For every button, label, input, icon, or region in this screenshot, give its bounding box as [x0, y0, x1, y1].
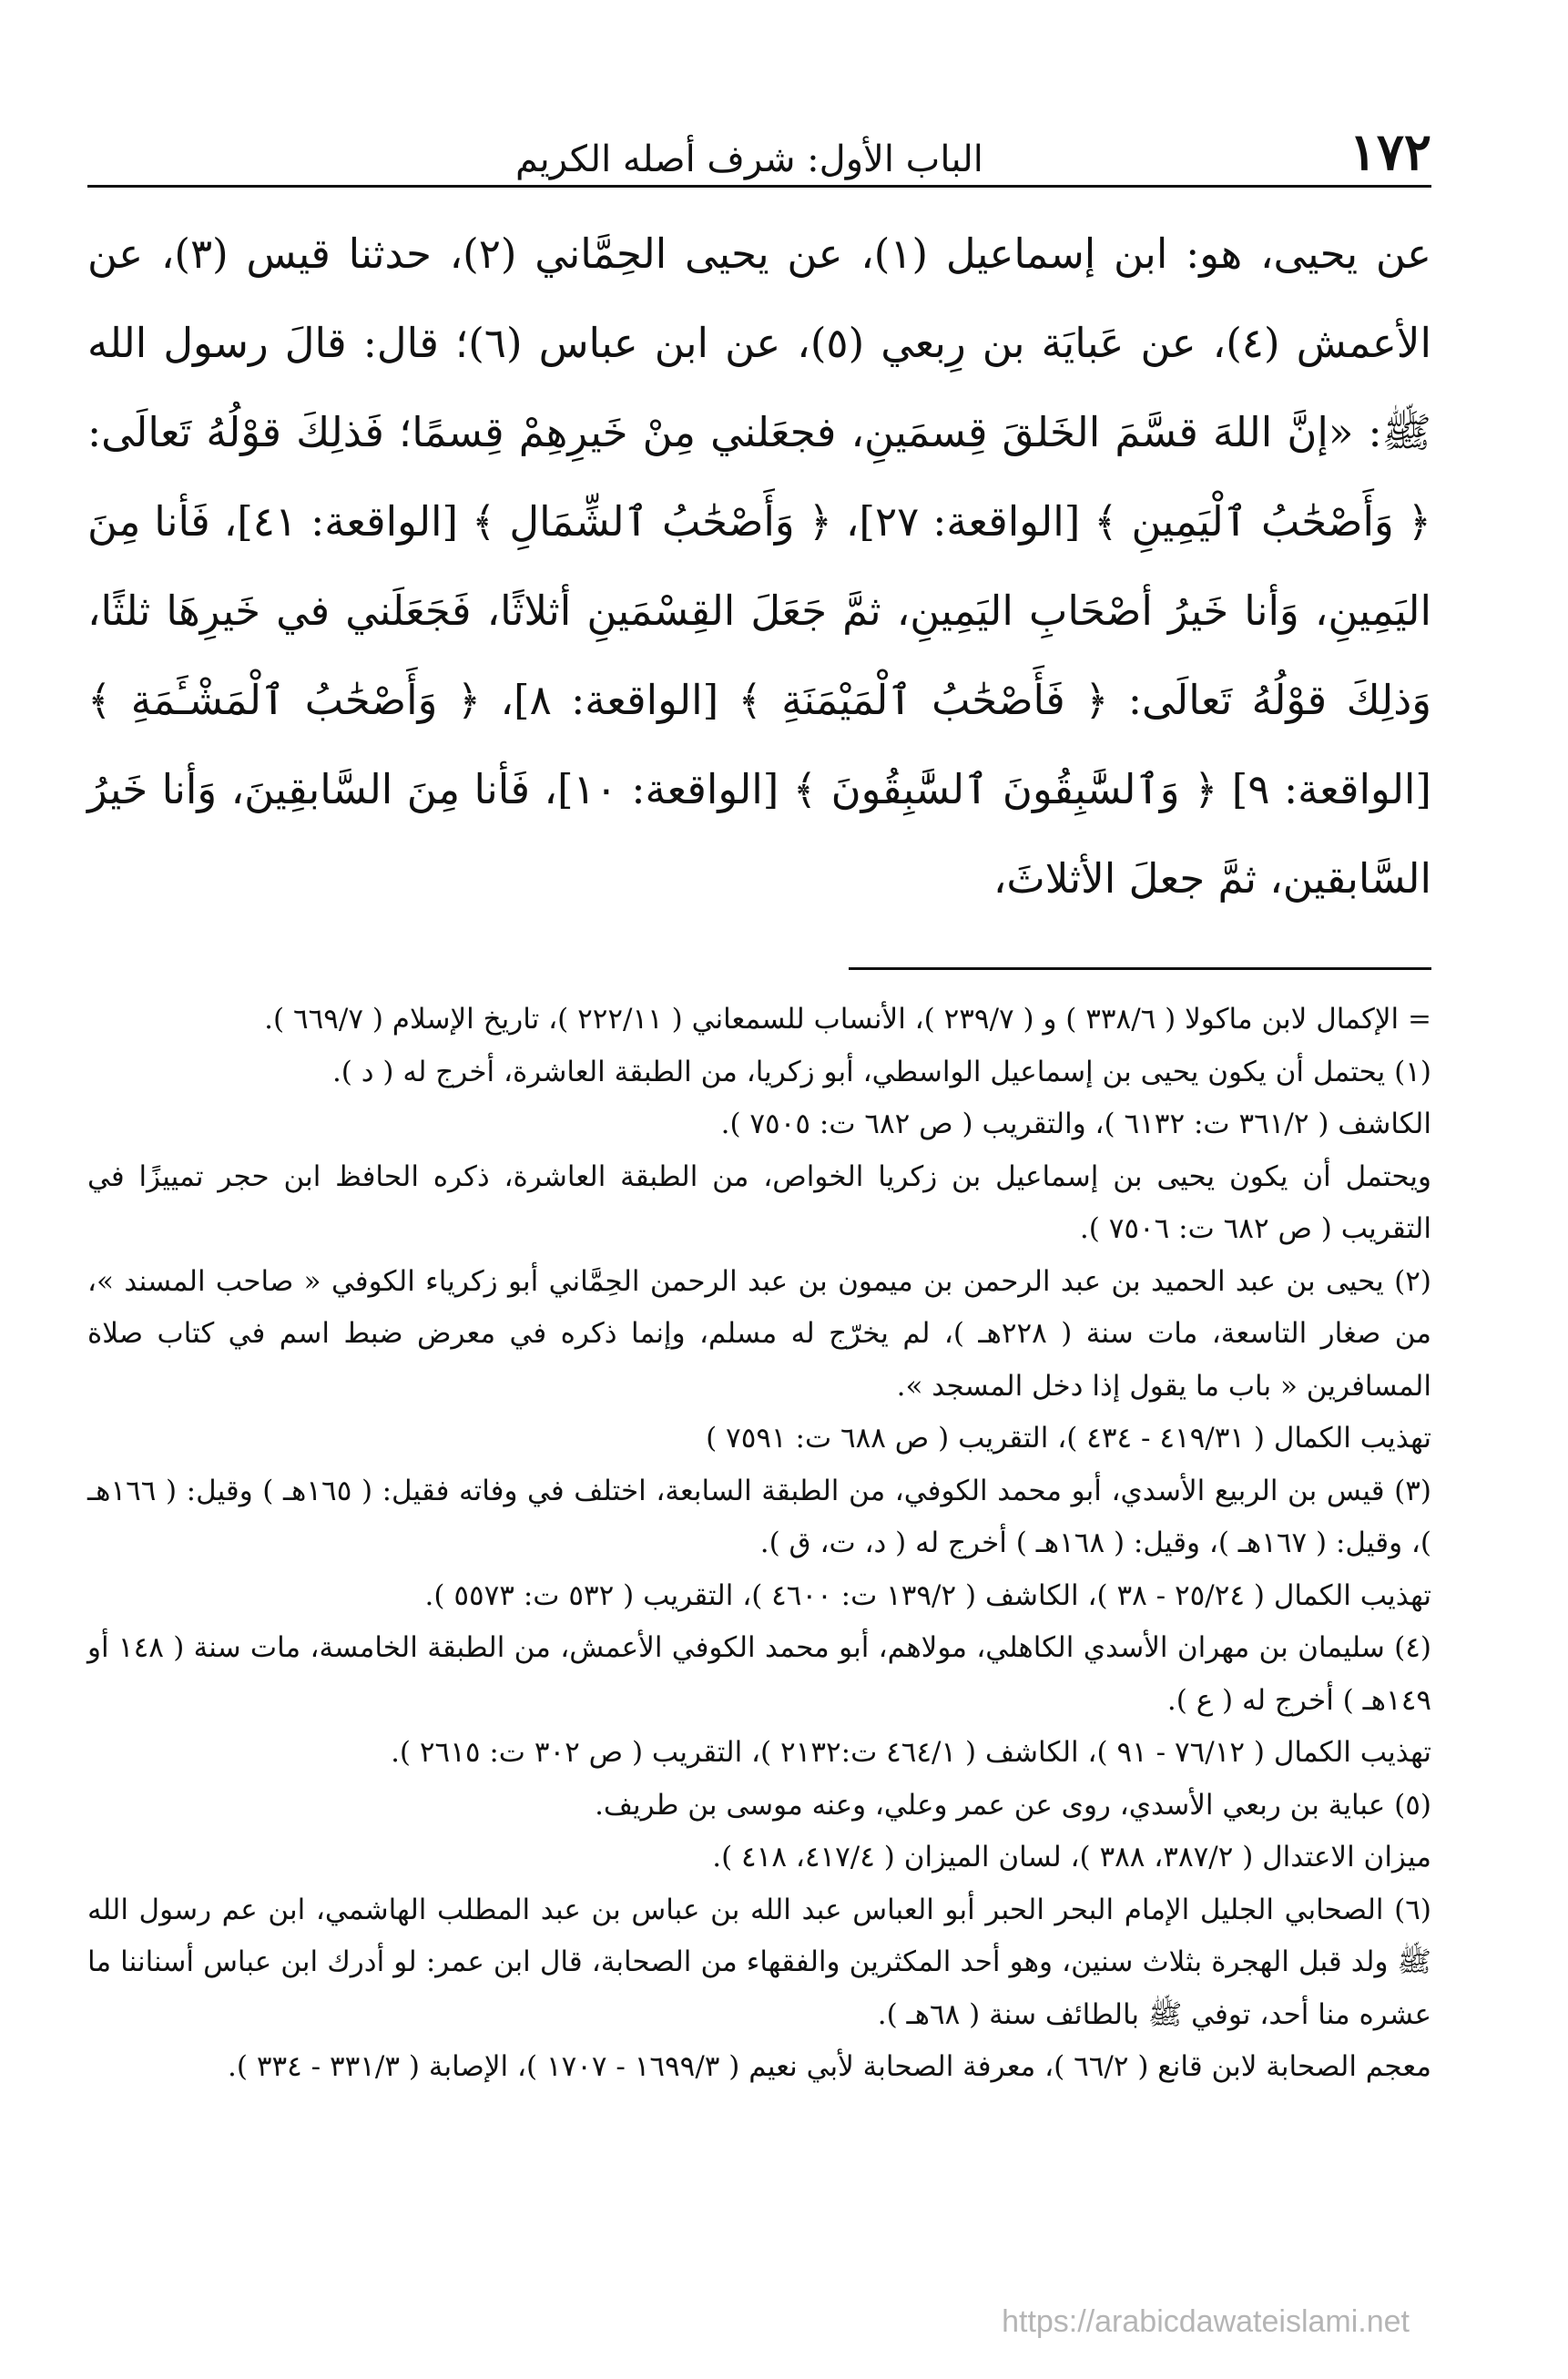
footnote-divider [849, 967, 1431, 970]
footnote-2-sources: تهذيب الكمال ( ٤١٩/٣١ - ٤٣٤ )، التقريب ( ص ٦٨٨ ت: ٧٥٩١ ) [706, 1422, 1431, 1455]
footnote-5-sources: ميزان الاعتدال ( ٣٨٧/٢، ٣٨٨ )، لسان الميزان ( ٤١٧/٤، ٤١٨ ). [712, 1841, 1431, 1874]
footnote-1: (١) يحتمل أن يكون يحيى بن إسماعيل الواسطي، أبو زكريا، من الطبقة العاشرة، أخرج له ( د ). [331, 1055, 1431, 1088]
running-title: الباب الأول: شرف أصله الكريم [515, 138, 983, 180]
book-page [87, 109, 1431, 2094]
footnote-3: (٣) قيس بن الربيع الأسدي، أبو محمد الكوفي، من الطبقة السابعة، اختلف في وفاته فقيل: ( ١٦٥هـ ) وقيل: ( ١٦٦هـ )، وقيل: ( ١٦٧هـ )، وقيل: ( ١٦٨هـ ) أخرج له ( د، ت، ق ). [87, 1474, 1431, 1559]
footnote-3-sources: تهذيب الكمال ( ٢٥/٢٤ - ٣٨ )، الكاشف ( ١٣٩/٢ ت: ٤٦٠٠ )، التقريب ( ٥٣٢ ت: ٥٥٧٣ ). [424, 1578, 1431, 1612]
footnote-4: (٤) سليمان بن مهران الأسدي الكاهلي، مولاهم، أبو محمد الكوفي الأعمش، من الطبقة الخامسة، مات سنة ( ١٤٨ أو ١٤٩هـ ) أخرج له ( ع ). [87, 1631, 1432, 1717]
main-text: عن يحيى، هو: ابن إسماعيل (١)، عن يحيى الحِمَّاني (٢)، حدثنا قيس (٣)، عن الأعمش (٤)، عن عَبايَة بن رِبعي (٥)، عن ابن عباس (٦)؛ قال: قالَ رسول الله ﷺ: «إنَّ اللهَ قسَّمَ الخَلقَ قِسمَينِ، فجعَلني مِنْ خَيرِهِمْ قِسمًا؛ فَذلِكَ قوْلُهُ تَعالَى: ﴿ وَأَصْحَٰبُ ٱلْيَمِينِ ﴾ [الواقعة: ٢٧]، ﴿ وَأَصْحَٰبُ ٱلشِّمَالِ ﴾ [الواقعة: ٤١]، فَأنا مِنَ اليَمِينِ، وَأنا خَيرُ أصْحَابِ اليَمِينِ، ثمَّ جَعَلَ القِسْمَينِ أثلاثًا، فَجَعَلَني في خَيرِهَا ثلثًا، وَذلِكَ قوْلُهُ تَعالَى: ﴿ فَأَصْحَٰبُ ٱلْمَيْمَنَةِ ﴾ [الواقعة: ٨]، ﴿ وَأَصْحَٰبُ ٱلْمَشْـَٔمَةِ ﴾ [الواقعة: ٩] ﴿ وَٱلسَّٰبِقُونَ ٱلسَّٰبِقُونَ ﴾ [الواقعة: ١٠]، فَأنا مِنَ السَّابقِينَ، وَأنا خَيرُ السَّابقين، ثمَّ جعلَ الأثلاثَ، [87, 230, 1432, 903]
footnote-6-sources: معجم الصحابة لابن قانع ( ٦٦/٢ )، معرفة الصحابة لأبي نعيم ( ١٦٩٩/٣ - ١٧٠٧ )، الإصابة ( ٣٣١/٣ - ٣٣٤ ). [228, 2050, 1431, 2083]
footnote-1-sources: الكاشف ( ٣٦١/٢ ت: ٦١٣٢ )، والتقريب ( ص ٦٨٢ ت: ٧٥٠٥ ). [720, 1108, 1431, 1140]
footnote-6: (٦) الصحابي الجليل الإمام البحر الحبر أبو العباس عبد الله بن عباس بن عبد المطلب الهاشمي، ابن عم رسول الله ﷺ ولد قبل الهجرة بثلاث سنين، وهو أحد المكثرين والفقهاء من الصحابة، قال ابن عمر: لو أدرك ابن عباس أسناننا ما عشره منا أحد، توفي ﷺ بالطائف سنة ( ٦٨هـ ). [87, 1893, 1431, 2031]
watermark-url: https://arabicdawateislami.net [1002, 2304, 1410, 2339]
footnote-1-alternative: ويحتمل أن يكون يحيى بن إسماعيل بن زكريا الخواص، من الطبقة العاشرة، ذكره الحافظ ابن حجر تمييزًا في التقريب ( ص ٦٨٢ ت: ٧٥٠٦ ). [87, 1159, 1431, 1245]
footnote-2: (٢) يحيى بن عبد الحميد بن عبد الرحمن بن ميمون بن عبد الرحمن الحِمَّاني أبو زكرياء الكوفي « صاحب المسند »، من صغار التاسعة، مات سنة ( ٢٢٨هـ )، لم يخرّج له مسلم، وإنما ذكره في معرض ضبط اسم في كتاب صلاة المسافرين « باب ما يقول إذا دخل المسجد ». [87, 1264, 1431, 1403]
footnotes [87, 994, 1431, 2094]
page-header [87, 109, 1431, 188]
footnote-5: (٥) عباية بن ربعي الأسدي، روى عن عمر وعلي، وعنه موسى بن طريف. [595, 1788, 1431, 1822]
footnote-4-sources: تهذيب الكمال ( ٧٦/١٢ - ٩١ )، الكاشف ( ٤٦٤/١ ت:٢١٣٢ )، التقريب ( ص ٣٠٢ ت: ٢٦١٥ ). [391, 1736, 1431, 1769]
page-number: ١٧٢ [1349, 122, 1431, 182]
footnote-continuation: = الإكمال لابن ماكولا ( ٣٣٨/٦ ) و ( ٢٣٩/٧ )، الأنساب للسمعاني ( ٢٢٢/١١ )، تاريخ الإسلام ( ٦٦٩/٧ ). [264, 1003, 1431, 1036]
